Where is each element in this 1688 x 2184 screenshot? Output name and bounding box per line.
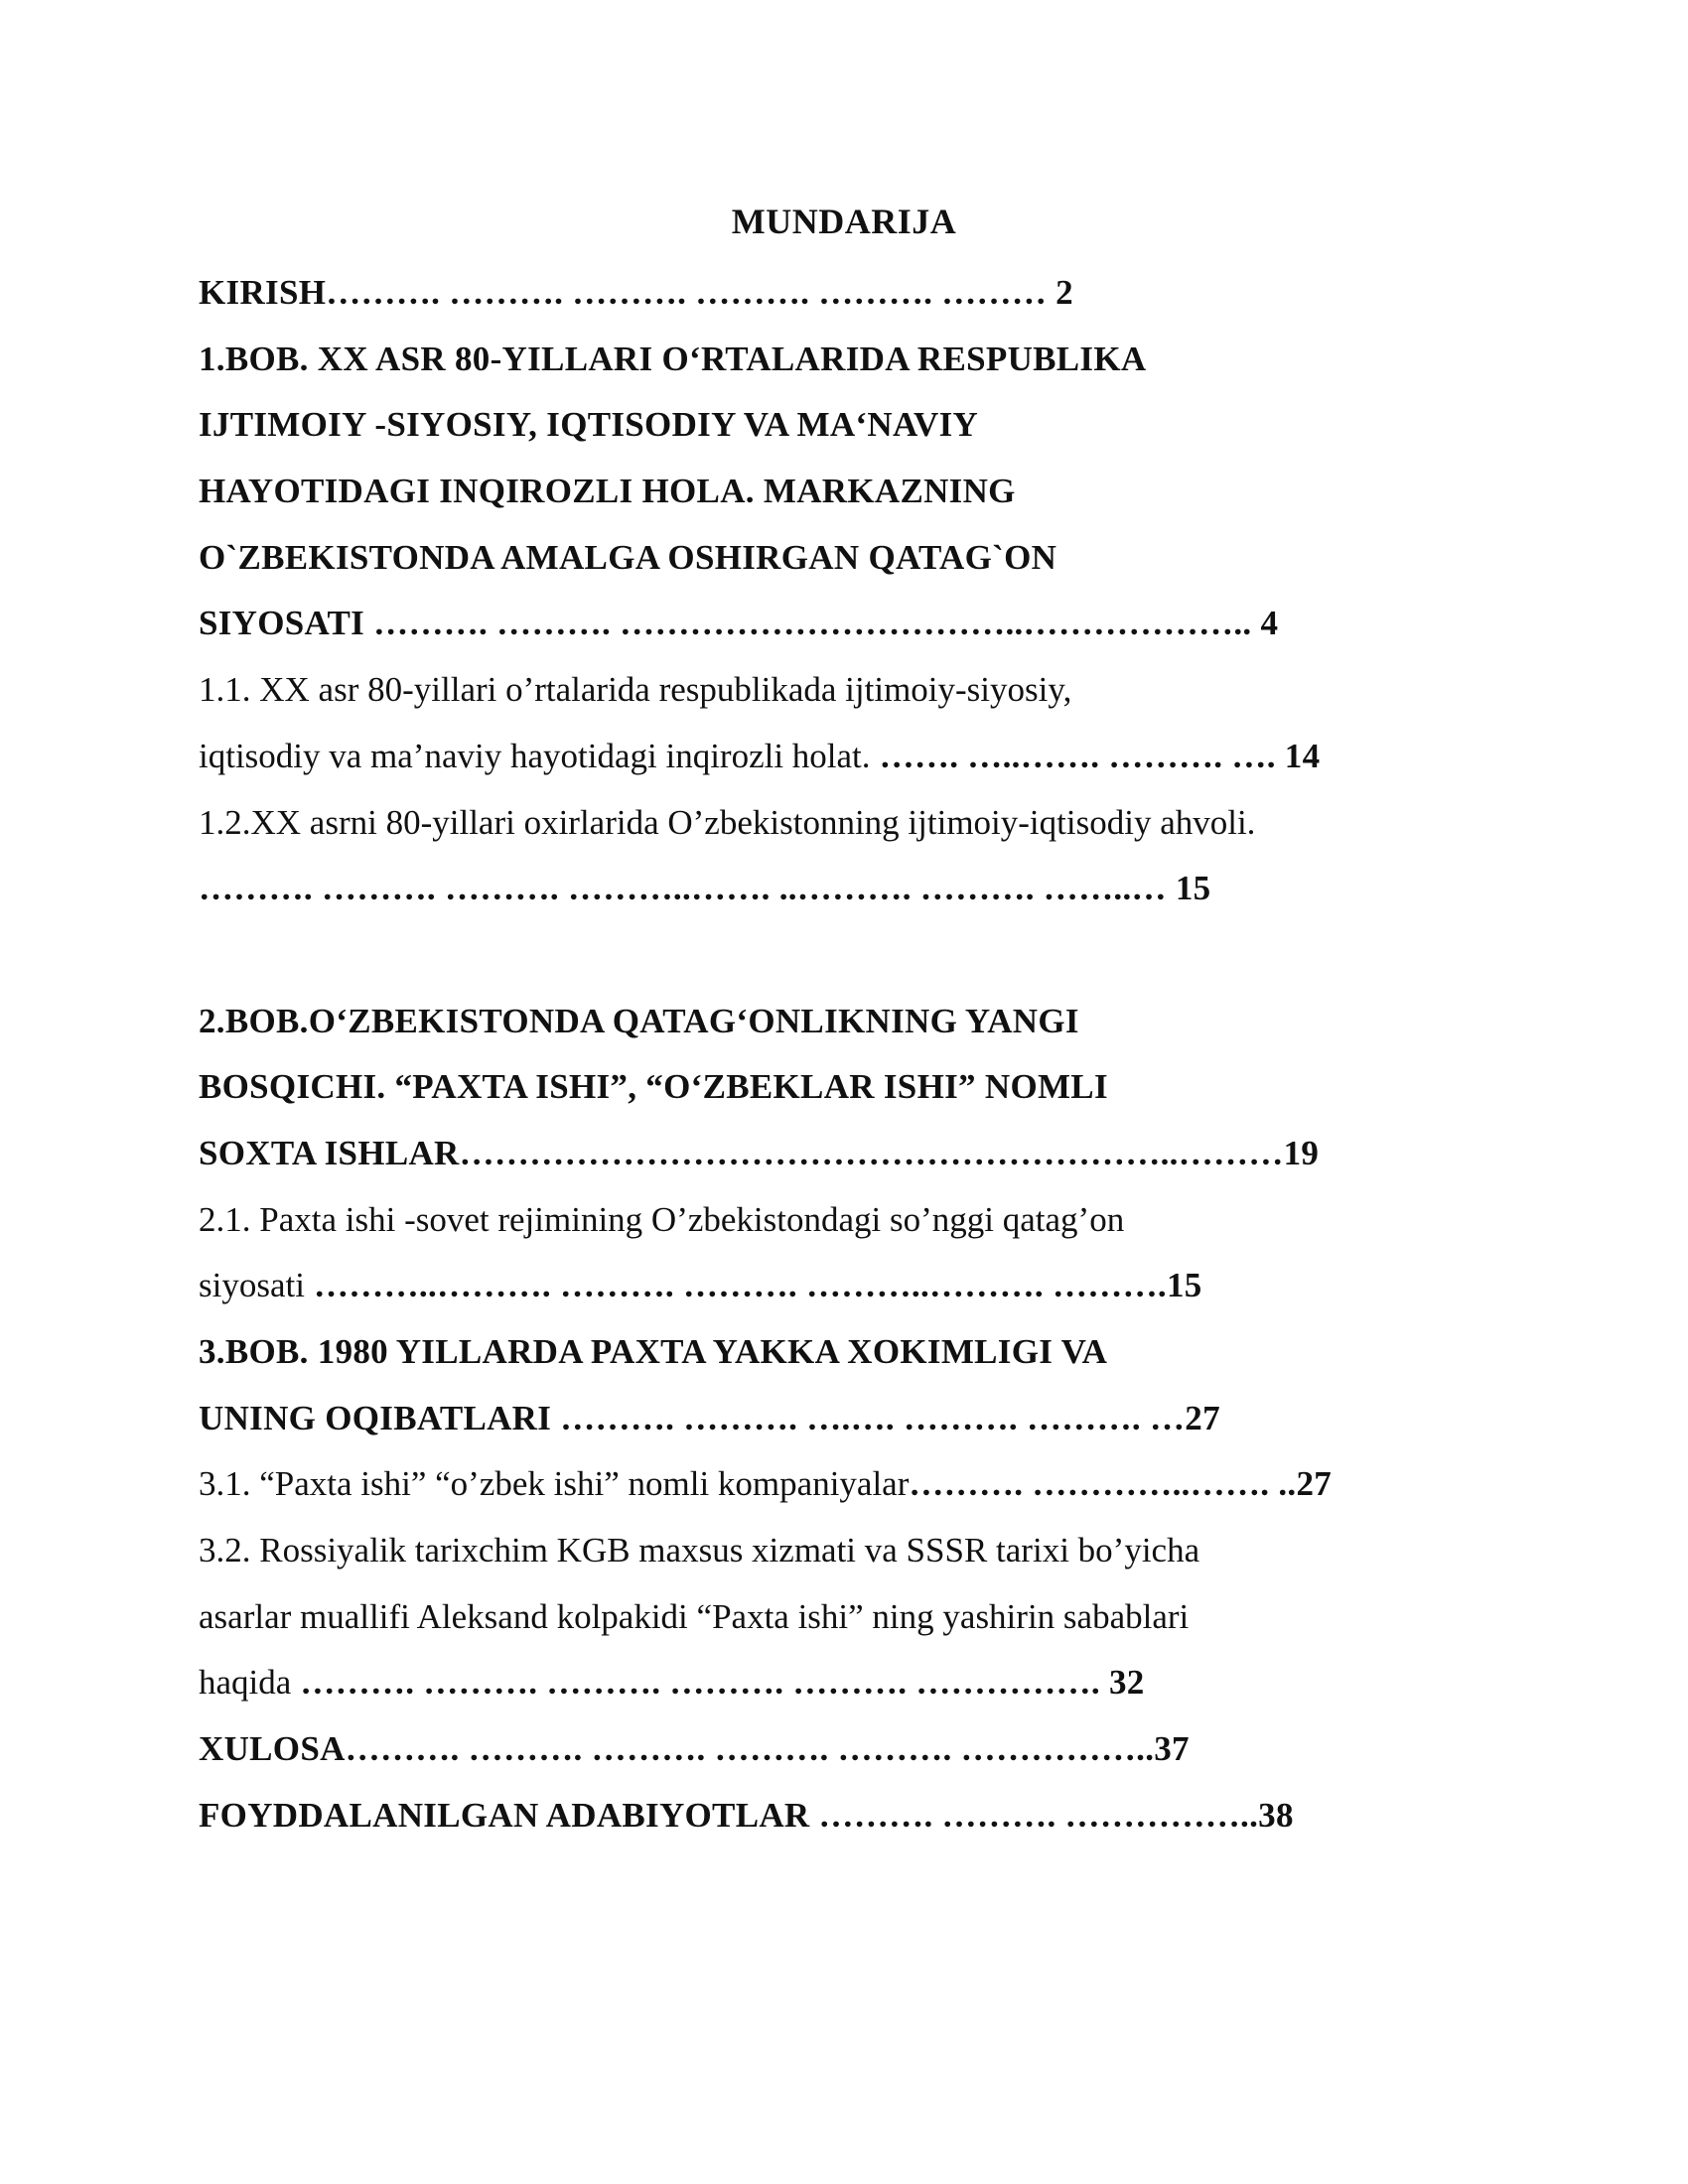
toc-leader-page: ………. …………..……. ..27 [909, 1464, 1333, 1504]
toc-title: MUNDARIJA [731, 202, 957, 241]
toc-chapter-3-line-1: 3.BOB. 1980 YILLARDA PAXTA YAKKA XOKIMLIGI VA [199, 1332, 1108, 1371]
toc-chapter-1-line-3: HAYOTIDAGI INQIROZLI HOLA. MARKAZNING [199, 472, 1016, 511]
toc-spacer [199, 922, 1489, 989]
toc-chapter-2-line-1: 2.BOB.O‘ZBEKISTONDA QATAG‘ONLIKNING YANGI [199, 1001, 1079, 1040]
table-of-contents [199, 260, 1489, 1849]
toc-leader-page: ………..………. ………. ………. ………..………. ……….15 [304, 1266, 1202, 1305]
toc-entry-introduction: KIRISH………. ………. ………. ………. ………. ……… 2 [199, 273, 1073, 312]
toc-section-1-1-line-2: iqtisodiy va ma’naviy hayotidagi inqirozli holat. ……. …..……. ………. …. 14 [199, 736, 1321, 775]
toc-section-1-1-line-1: 1.1. XX asr 80-yillari o’rtalarida respublikada ijtimoiy-siyosiy, [199, 670, 1072, 710]
toc-chapter-1-line-2: IJTIMOIY -SIYOSIY, IQTISODIY VA MA‘NAVIY [199, 405, 979, 445]
toc-chapter-2-line-2: BOSQICHI. “PAXTA ISHI”, “O‘ZBEKLAR ISHI” NOMLI [199, 1067, 1108, 1107]
toc-section-2-1-line-1: 2.1. Paxta ishi -sovet rejimining O’zbekistondagi so’nggi qatag’on [199, 1199, 1125, 1239]
toc-entry-references: FOYDDALANILGAN ADABIYOTLAR ………. ………. ……………..38 [199, 1795, 1294, 1835]
toc-leader-page: ……. …..……. ………. …. 14 [870, 736, 1321, 775]
toc-section-2-1-line-2: siyosati ………..………. ………. ………. ………..………. ……….15 [199, 1266, 1202, 1305]
toc-leader-page: ………. ………. ………. ………. ………. ……………. 32 [291, 1663, 1145, 1703]
toc-chapter-1-line-4: O`ZBEKISTONDA AMALGA OSHIRGAN QATAG`ON [199, 537, 1057, 577]
toc-entry-conclusion: XULOSA………. ………. ………. ………. ………. ……………..37 [199, 1729, 1190, 1769]
toc-section-3-2-line-1: 3.2. Rossiyalik tarixchim KGB maxsus xizmati va SSSR tarixi bo’yicha [199, 1531, 1200, 1570]
toc-chapter-1-line-1: 1.BOB. XX ASR 80-YILLARI O‘RTALARIDA RESPUBLIKA [199, 339, 1147, 378]
toc-section-1-2-line-1: 1.2.XX asrni 80-yillari oxirlarida O’zbekistonning ijtimoiy-iqtisodiy ahvoli. [199, 802, 1256, 842]
toc-section-3-1: 3.1. “Paxta ishi” “o’zbek ishi” nomli kompaniyalar………. …………..……. ..27 [199, 1464, 1333, 1504]
toc-chapter-2-line-3: SOXTA ISHLAR……………………………………………………..………19 [199, 1133, 1320, 1172]
toc-chapter-1-line-5: SIYOSATI ………. ………. ……………………………..……………….. 4 [199, 604, 1279, 643]
toc-section-1-2-line-2: ………. ………. ………. ………..……. ..………. ………. ……..… 15 [199, 869, 1211, 908]
toc-section-3-2-line-2: asarlar muallifi Aleksand kolpakidi “Paxta ishi” ning yashirin sabablari [199, 1596, 1190, 1636]
toc-chapter-3-line-2: UNING OQIBATLARI ………. ………. ….…. ………. ………. …27 [199, 1398, 1220, 1437]
toc-section-3-2-line-3: haqida ………. ………. ………. ………. ………. ……………. 32 [199, 1663, 1145, 1703]
